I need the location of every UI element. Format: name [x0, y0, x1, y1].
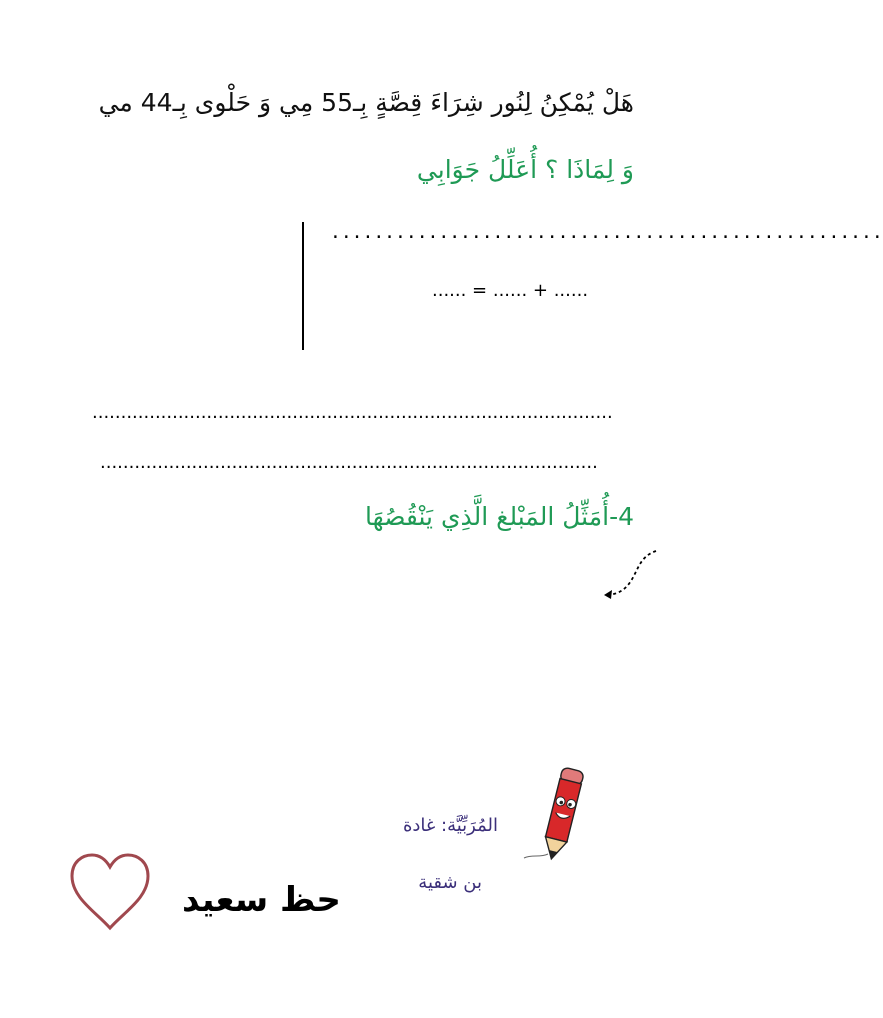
heart-outline-icon	[68, 852, 152, 934]
pencil-mascot-icon	[518, 762, 590, 866]
work-blank-line[interactable]: ...................................................	[330, 222, 883, 243]
answer-blank-line-1[interactable]: ...........................................................................................	[92, 402, 613, 423]
question-line-1: هَلْ يُمْكِنُ لِنُور شِرَاءَ قِصَّةٍ بِـ55 مِي وَ حَلْوى بِـ44 مي	[98, 88, 634, 117]
dashed-curved-arrow-icon	[598, 543, 664, 603]
work-area-divider	[302, 222, 304, 350]
teacher-name: المُرَبِّيَّة: غادة	[402, 815, 498, 836]
teacher-surname: بن شقية	[418, 872, 482, 893]
good-luck-text: حظ سعيد	[182, 880, 341, 920]
task-4-heading: 4-أُمَثِّلُ المَبْلغ الَّذِي يَنْقُصُهَا	[365, 502, 634, 531]
addition-equation-blank[interactable]: ...... = ...... + ......	[432, 280, 589, 301]
question-line-2: وَ لِمَاذَا ؟ أُعَلِّلُ جَوَابِي	[416, 155, 634, 184]
answer-blank-line-2[interactable]: .......................................................................................	[100, 452, 598, 473]
